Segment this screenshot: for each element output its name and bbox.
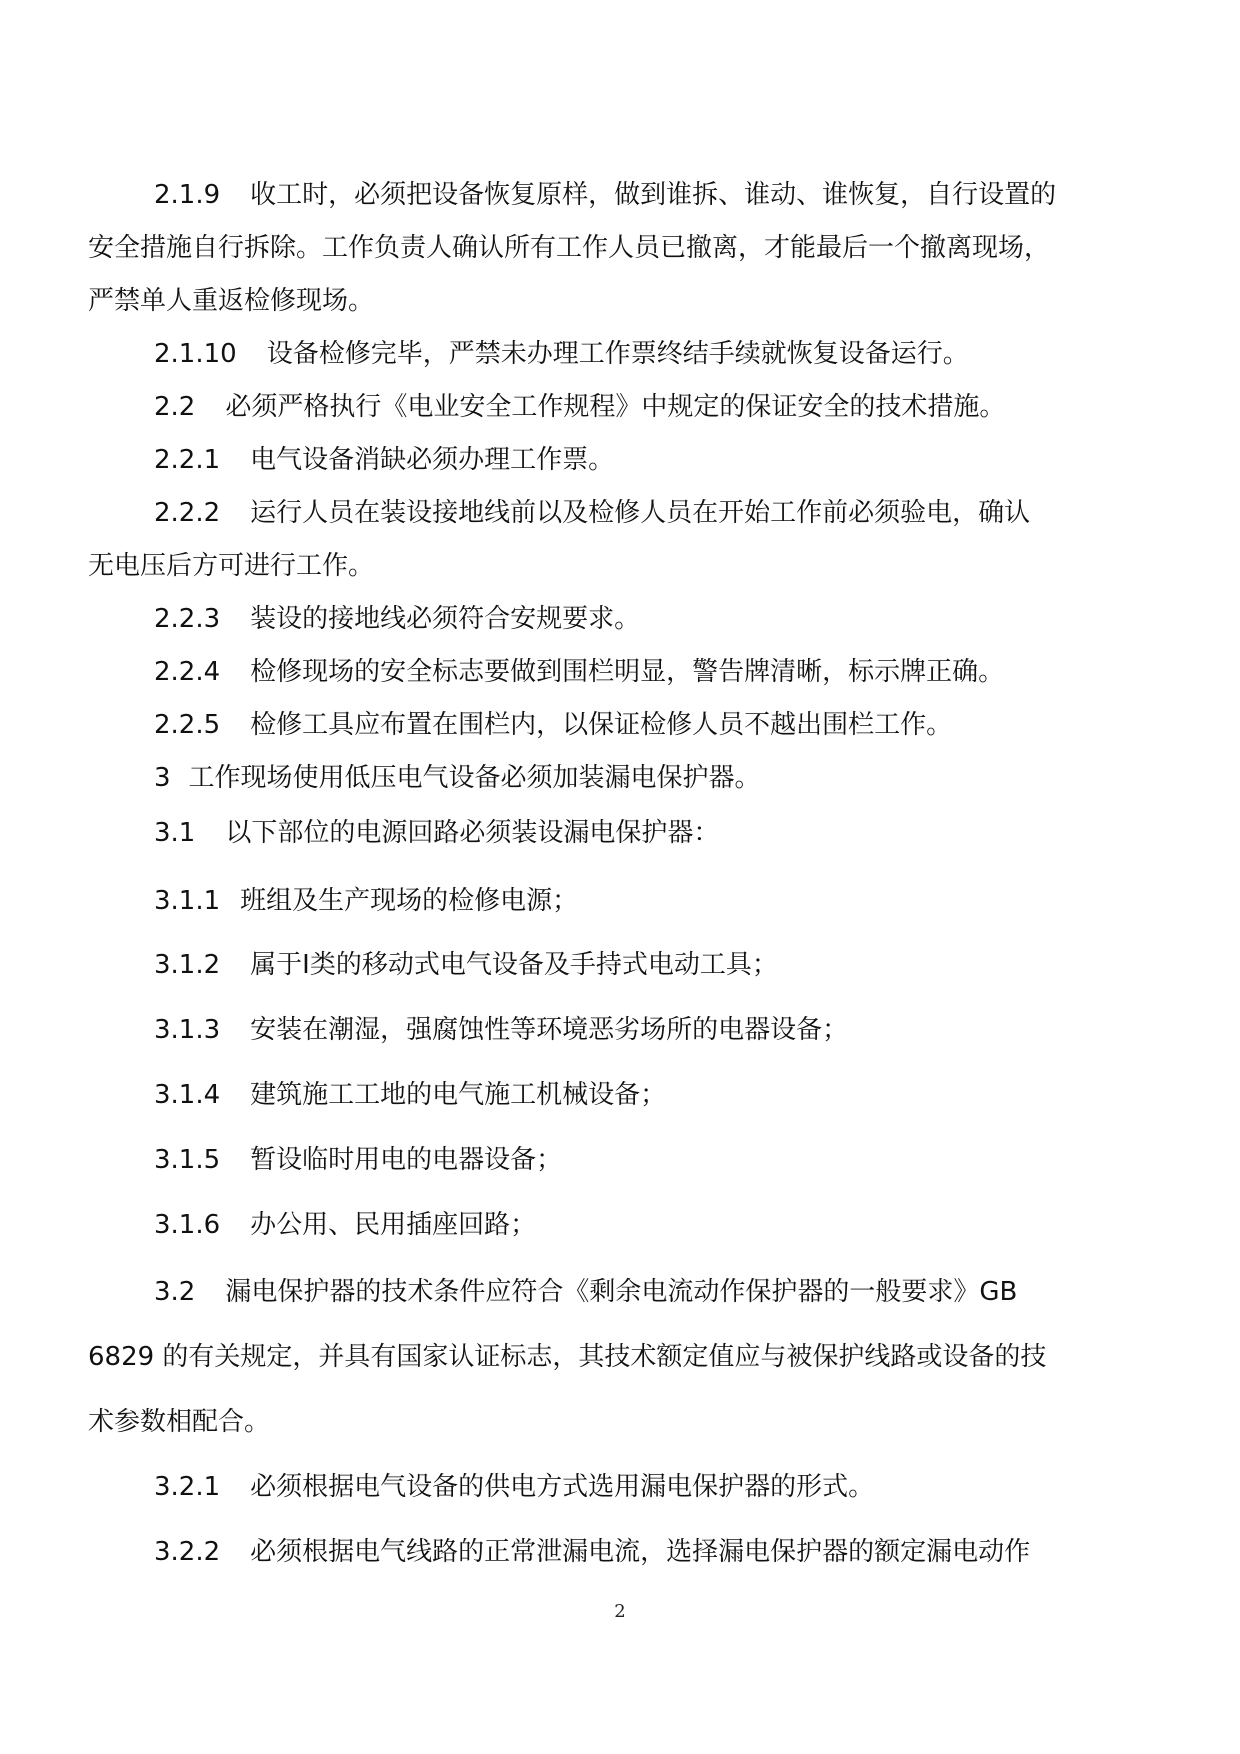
clause-number: 3.1.5 bbox=[154, 1145, 221, 1175]
paragraph-text: 暂设临时用电的电器设备； bbox=[250, 1145, 563, 1175]
clause-number: 3 bbox=[154, 763, 171, 793]
paragraph-text: 建筑施工工地的电气施工机械设备； bbox=[250, 1080, 667, 1110]
paragraph-text: 装设的接地线必须符合安规要求。 bbox=[250, 604, 641, 634]
paragraph-2-2-5 bbox=[88, 710, 1164, 740]
paragraph-text: 以下部位的电源回路必须装设漏电保护器： bbox=[225, 818, 720, 848]
paragraph-line bbox=[88, 180, 1164, 210]
paragraph-line bbox=[88, 1080, 1164, 1110]
paragraph-line bbox=[88, 339, 1164, 369]
paragraph-line bbox=[88, 950, 1164, 980]
paragraph-line bbox=[88, 445, 1164, 475]
page-number: 2 bbox=[614, 1601, 626, 1622]
clause-number: 2.2.4 bbox=[154, 657, 221, 687]
paragraph-3-1-2 bbox=[88, 950, 1164, 980]
clause-number: 3.1.2 bbox=[154, 950, 221, 980]
paragraph-3-2-cont bbox=[88, 1407, 1164, 1437]
clause-number: 3.1.6 bbox=[154, 1210, 221, 1240]
paragraph-3-1-5 bbox=[88, 1145, 1164, 1175]
clause-number: 2.2.1 bbox=[154, 445, 221, 475]
paragraph-line: 6829 的有关规定，并具有国家认证标志，其技术额定值应与被保护线路或设备的技 bbox=[88, 1342, 1047, 1372]
paragraph-line bbox=[88, 1015, 1164, 1045]
paragraph-line bbox=[88, 1472, 1164, 1502]
paragraph-text: 检修工具应布置在围栏内，以保证检修人员不越出围栏工作。 bbox=[250, 710, 953, 740]
paragraph-text: 班组及生产现场的检修电源； bbox=[240, 886, 579, 916]
clause-number: 3.2 bbox=[154, 1277, 196, 1307]
paragraph-line: 术参数相配合。 bbox=[88, 1407, 271, 1437]
paragraph-2-2 bbox=[88, 392, 1164, 422]
paragraph-line bbox=[88, 1210, 1164, 1240]
clause-number: 2.2.2 bbox=[154, 498, 221, 528]
paragraph-line bbox=[88, 886, 1164, 916]
paragraph-2-2-1 bbox=[88, 445, 1164, 475]
clause-number: 3.2.2 bbox=[154, 1537, 221, 1567]
paragraph-text: 检修现场的安全标志要做到围栏明显，警告牌清晰，标示牌正确。 bbox=[250, 657, 1005, 687]
paragraph-3-1-6 bbox=[88, 1210, 1164, 1240]
paragraph-text: 属于Ⅰ类的移动式电气设备及手持式电动工具； bbox=[250, 950, 778, 980]
paragraph-text: 收工时，必须把设备恢复原样，做到谁拆、谁动、谁恢复，自行设置的 bbox=[250, 180, 1057, 210]
clause-number: 2.2.3 bbox=[154, 604, 221, 634]
paragraph-2-2-2-cont bbox=[88, 551, 1164, 581]
paragraph-2-1-9 bbox=[88, 180, 1164, 210]
clause-number: 3.1 bbox=[154, 818, 196, 848]
clause-number: 2.1.10 bbox=[154, 339, 237, 369]
paragraph-text: 安装在潮湿，强腐蚀性等环境恶劣场所的电器设备； bbox=[250, 1015, 849, 1045]
clause-number: 3.1.3 bbox=[154, 1015, 221, 1045]
paragraph-text: 必须根据电气设备的供电方式选用漏电保护器的形式。 bbox=[250, 1472, 875, 1502]
clause-number: 2.2 bbox=[154, 392, 196, 422]
paragraph-3-1-1 bbox=[88, 886, 1164, 916]
paragraph-text: 电气设备消缺必须办理工作票。 bbox=[250, 445, 615, 475]
paragraph-text: 运行人员在装设接地线前以及检修人员在开始工作前必须验电，确认 bbox=[250, 498, 1031, 528]
paragraph-line bbox=[88, 498, 1164, 528]
paragraph-2-1-10 bbox=[88, 339, 1164, 369]
paragraph-text: 必须严格执行《电业安全工作规程》中规定的保证安全的技术措施。 bbox=[225, 392, 1006, 422]
paragraph-3-2 bbox=[88, 1277, 1164, 1307]
paragraph-3-2-cont bbox=[88, 1342, 1164, 1372]
paragraph-3-1-3 bbox=[88, 1015, 1164, 1045]
paragraph-line bbox=[88, 763, 1164, 793]
paragraph-line bbox=[88, 604, 1164, 634]
paragraph-3-1 bbox=[88, 818, 1164, 848]
paragraph-2-2-3 bbox=[88, 604, 1164, 634]
clause-number: 3.2.1 bbox=[154, 1472, 221, 1502]
paragraph-2-2-2 bbox=[88, 498, 1164, 528]
paragraph-line bbox=[88, 710, 1164, 740]
paragraph-line bbox=[88, 392, 1164, 422]
clause-number: 3.1.4 bbox=[154, 1080, 221, 1110]
paragraph-2-2-4 bbox=[88, 657, 1164, 687]
paragraph-text: 工作现场使用低压电气设备必须加装漏电保护器。 bbox=[188, 763, 761, 793]
paragraph-line: 无电压后方可进行工作。 bbox=[88, 551, 375, 581]
paragraph-text: 必须根据电气线路的正常泄漏电流，选择漏电保护器的额定漏电动作 bbox=[250, 1537, 1031, 1567]
paragraph-2-1-9-cont bbox=[88, 286, 1164, 316]
paragraph-3 bbox=[88, 763, 1164, 793]
paragraph-text: 漏电保护器的技术条件应符合《剩余电流动作保护器的一般要求》GB bbox=[225, 1277, 1018, 1307]
paragraph-line: 安全措施自行拆除。工作负责人确认所有工作人员已撤离，才能最后一个撤离现场， bbox=[88, 233, 1051, 263]
clause-number: 3.1.1 bbox=[154, 886, 221, 916]
paragraph-line bbox=[88, 1277, 1164, 1307]
paragraph-line bbox=[88, 818, 1164, 848]
paragraph-text: 设备检修完毕，严禁未办理工作票终结手续就恢复设备运行。 bbox=[266, 339, 969, 369]
paragraph-3-2-1 bbox=[88, 1472, 1164, 1502]
clause-number: 2.2.5 bbox=[154, 710, 221, 740]
paragraph-line bbox=[88, 657, 1164, 687]
paragraph-line bbox=[88, 1537, 1164, 1567]
paragraph-3-2-2 bbox=[88, 1537, 1164, 1567]
paragraph-3-1-4 bbox=[88, 1080, 1164, 1110]
paragraph-line: 严禁单人重返检修现场。 bbox=[88, 286, 375, 316]
paragraph-text: 办公用、民用插座回路； bbox=[250, 1210, 537, 1240]
paragraph-line bbox=[88, 1145, 1164, 1175]
clause-number: 2.1.9 bbox=[154, 180, 221, 210]
paragraph-2-1-9-cont bbox=[88, 233, 1164, 263]
